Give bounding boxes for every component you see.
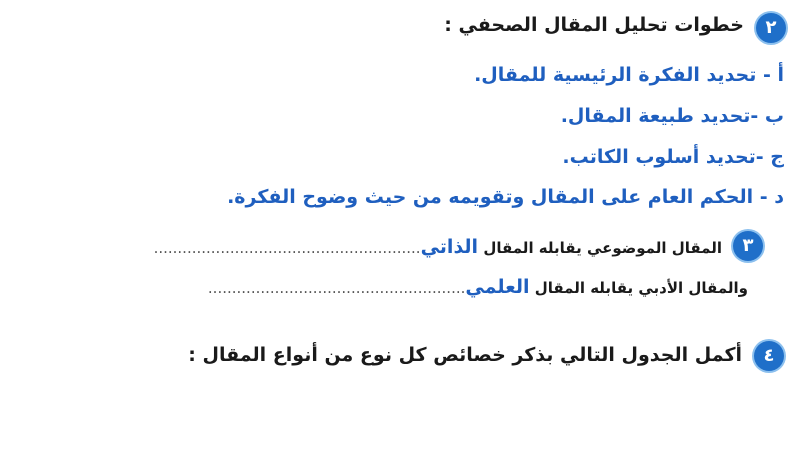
step-c: ج -تحديد أسلوب الكاتب. [562,146,784,168]
fill-in-line-1-answer: الذاتي [420,236,479,258]
fill-in-line-1-dots: ........................................................ [153,239,421,257]
step-a: أ - تحديد الفكرة الرئيسية للمقال. [474,64,784,86]
section-2-heading: خطوات تحليل المقال الصحفي : [444,14,744,36]
fill-in-line-2-answer: العلمي [465,276,530,298]
fill-in-line-2-prefix: والمقال الأدبي يقابله المقال [534,279,748,297]
section-3-number-badge: ٣ [733,231,763,261]
fill-in-line-2-dots: ...................................................... [207,279,466,297]
step-b: ب -تحديد طبيعة المقال. [560,105,784,127]
section-2-number-badge: ٢ [756,13,786,43]
fill-in-line-1-prefix: المقال الموضوعي يقابله المقال [483,239,722,257]
fill-in-line-2 [208,274,748,301]
section-4-number-badge: ٤ [754,341,784,371]
section-4-heading: أكمل الجدول التالي بذكر خصائص كل نوع من أنواع المقال : [188,344,742,366]
step-d: د - الحكم العام على المقال وتقويمه من حيث وضوح الفكرة. [227,186,784,208]
fill-in-line-1 [154,234,722,261]
